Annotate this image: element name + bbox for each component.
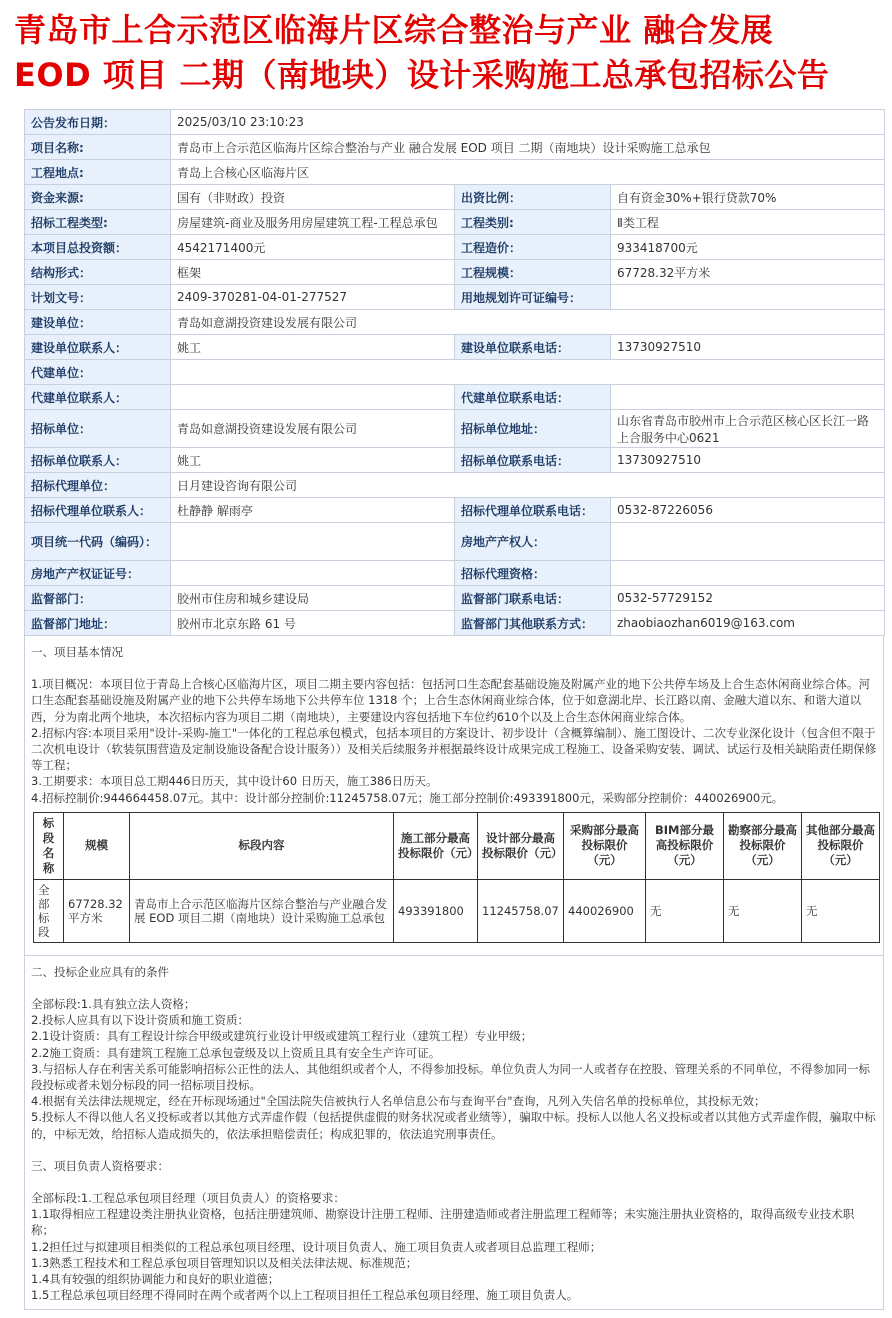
- section-heading: 一、项目基本情况: [31, 645, 123, 659]
- bid-cell: 无: [724, 879, 802, 942]
- bid-cell: 青岛市上合示范区临海片区综合整治与产业融合发展 EOD 项目二期（南地块）设计采购施工总承包: [130, 879, 394, 942]
- bid-header: 规模: [64, 812, 130, 879]
- field-label: 招标代理单位联系人：: [25, 498, 171, 523]
- paragraph: 1.2担任过与拟建项目相类似的工程总承包项目经理、设计项目负责人、施工项目负责人或者项目总监理工程师；: [31, 1239, 602, 1254]
- table-row: [34, 879, 880, 942]
- bid-cell: 493391800: [394, 879, 478, 942]
- field-label: 监督部门其他联系方式：: [455, 611, 611, 636]
- field-label: 工程地点:: [25, 160, 171, 185]
- table-row: [25, 210, 885, 235]
- field-label: 资金来源:: [25, 185, 171, 210]
- table-row: [25, 498, 885, 523]
- field-value: 13730927510: [611, 448, 885, 473]
- field-label: 招标代理资格：: [455, 561, 611, 586]
- field-value: [611, 385, 885, 410]
- field-label: 监督部门地址：: [25, 611, 171, 636]
- paragraph: 全部标段:1.具有独立法人资格；: [31, 997, 196, 1012]
- field-value: 国有（非财政）投资: [171, 185, 455, 210]
- field-label: 监督部门联系电话：: [455, 586, 611, 611]
- field-label: 招标工程类型:: [25, 210, 171, 235]
- paragraph: 3.工期要求：本项目总工期446日历天，其中设计60 日历天，施工386日历天。: [31, 774, 438, 789]
- field-value: 日月建设咨询有限公司: [171, 473, 885, 498]
- field-value: 2409-370281-04-01-277527: [171, 285, 455, 310]
- table-row: [25, 160, 885, 185]
- field-label: 房地产产权人：: [455, 523, 611, 561]
- field-value: 姚工: [171, 448, 455, 473]
- bid-header: 勘察部分最高投标限价（元）: [724, 812, 802, 879]
- paragraph: 1.4具有较强的组织协调能力和良好的职业道德；: [31, 1272, 280, 1287]
- bid-header: 设计部分最高投标限价（元）: [478, 812, 564, 879]
- field-label: 公告发布日期：: [25, 110, 171, 135]
- field-value: 青岛如意湖投资建设发展有限公司: [171, 310, 885, 335]
- field-value: 山东省青岛市胶州市上合示范区核心区长江一路上合服务中心0621: [611, 410, 885, 448]
- field-value: [611, 285, 885, 310]
- paragraph: 1.3熟悉工程技术和工程总承包项目管理知识以及相关法律法规、标准规范；: [31, 1255, 418, 1270]
- notice-body: [24, 109, 884, 1310]
- field-label: 出资比例：: [455, 185, 611, 210]
- field-value: 67728.32平方米: [611, 260, 885, 285]
- field-value: 青岛市上合示范区临海片区综合整治与产业 融合发展 EOD 项目 二期（南地块）设计采购施工总承包: [171, 135, 885, 160]
- table-row: [25, 235, 885, 260]
- field-label: 结构形式：: [25, 260, 171, 285]
- table-row: [25, 185, 885, 210]
- section-heading: 三、项目负责人资格要求：: [31, 1158, 169, 1173]
- title-line-2: EOD 项目 二期（南地块）设计采购施工总承包招标公告: [14, 56, 830, 94]
- table-row: [25, 135, 885, 160]
- bid-cell: 全部标段: [34, 879, 64, 942]
- field-value: 0532-57729152: [611, 586, 885, 611]
- field-label: 监督部门：: [25, 586, 171, 611]
- bidder-requirements-section: [24, 956, 884, 1311]
- field-label: 招标代理单位联系电话：: [455, 498, 611, 523]
- field-value: 框架: [171, 260, 455, 285]
- project-info-table: [24, 109, 885, 636]
- paragraph: 全部标段:1.工程总承包项目经理（项目负责人）的资格要求：: [31, 1191, 345, 1206]
- table-row: [25, 285, 885, 310]
- field-label: 项目名称:: [25, 135, 171, 160]
- field-value: [171, 385, 455, 410]
- notice-title: [14, 8, 892, 98]
- bid-header: BIM部分最高投标限价（元）: [646, 812, 724, 879]
- field-value: [611, 561, 885, 586]
- field-label: 代建单位联系电话：: [455, 385, 611, 410]
- field-value: [171, 561, 455, 586]
- field-value: 13730927510: [611, 335, 885, 360]
- field-value: 0532-87226056: [611, 498, 885, 523]
- table-row: [25, 473, 885, 498]
- field-label: 用地规划许可证编号：: [455, 285, 611, 310]
- table-row: [25, 360, 885, 385]
- paragraph: 1.项目概况：本项目位于青岛上合核心区临海片区，项目二期主要内容包括：包括河口生态配套基础设施及附属产业的地下公共停车场及上合生态休闲商业综合体。河口生态配套基础设施及附属产业的地下公共停车场地下公共停车位 1318 个；上合生态休闲商业综合体，位于如意湖北岸、长江路以南、金融大道以东、和谐大道以西，分为南北两个地块，本次招标内容为项目二期（南地块），主要建设内容包括地下车位约610个以及上合生态休闲商业综合体。: [31, 677, 870, 724]
- field-label: 工程规模：: [455, 260, 611, 285]
- field-value: 胶州市北京东路 61 号: [171, 611, 455, 636]
- table-row: [25, 385, 885, 410]
- paragraph: 3.与招标人存在利害关系可能影响招标公正性的法人、其他组织或者个人，不得参加投标。单位负责人为同一人或者存在控股、管理关系的不同单位，不得参加同一标段投标或者未划分标段的同一招标项目投标。: [31, 1061, 870, 1093]
- paragraph: 1.1取得相应工程建设类注册执业资格，包括注册建筑师、勘察设计注册工程师、注册建造师或者注册监理工程师等；未实施注册执业资格的，取得高级专业技术职称；: [31, 1207, 855, 1238]
- field-value: 933418700元: [611, 235, 885, 260]
- bid-header: 标段名称: [34, 812, 64, 879]
- field-label: 代建单位：: [25, 360, 171, 385]
- field-value: 姚工: [171, 335, 455, 360]
- field-label: 建设单位联系电话：: [455, 335, 611, 360]
- field-label: 招标单位联系电话：: [455, 448, 611, 473]
- field-label: 工程类别:: [455, 210, 611, 235]
- title-line-1: 青岛市上合示范区临海片区综合整治与产业 融合发展: [14, 11, 774, 49]
- field-label: 工程造价：: [455, 235, 611, 260]
- table-row: [25, 410, 885, 448]
- field-value: Ⅱ类工程: [611, 210, 885, 235]
- field-value: 青岛如意湖投资建设发展有限公司: [171, 410, 455, 448]
- bid-cell: 无: [802, 879, 880, 942]
- bid-cell: 440026900: [564, 879, 646, 942]
- field-label: 建设单位：: [25, 310, 171, 335]
- table-row: [25, 110, 885, 135]
- table-row: [25, 586, 885, 611]
- section-heading: 二、投标企业应具有的条件: [31, 964, 169, 979]
- field-value: 胶州市住房和城乡建设局: [171, 586, 455, 611]
- field-label: 建设单位联系人：: [25, 335, 171, 360]
- table-row: [25, 561, 885, 586]
- project-basic-section: [24, 636, 884, 956]
- table-row: [25, 260, 885, 285]
- field-label: 本项目总投资额：: [25, 235, 171, 260]
- field-value: [171, 523, 455, 561]
- bid-header: 采购部分最高投标限价（元）: [564, 812, 646, 879]
- field-value: [171, 360, 885, 385]
- paragraph: 2.2施工资质：具有建筑工程施工总承包壹级及以上资质且具有安全生产许可证。: [31, 1045, 441, 1060]
- field-label: 项目统一代码（编码）：: [25, 523, 171, 561]
- field-value: 4542171400元: [171, 235, 455, 260]
- table-row: [25, 335, 885, 360]
- bid-header: 标段内容: [130, 812, 394, 879]
- bid-cell: 67728.32平方米: [64, 879, 130, 942]
- bid-section-table: [33, 812, 880, 943]
- bid-cell: 11245758.07: [478, 879, 564, 942]
- field-label: 代建单位联系人：: [25, 385, 171, 410]
- field-value: 杜静静 解雨亭: [171, 498, 455, 523]
- field-value: zhaobiaozhan6019@163.com: [611, 611, 885, 636]
- paragraph: 4.招标控制价:944664458.07元。其中：设计部分控制价:11245758.07元；施工部分控制价:493391800元，采购部分控制价：440026900元。: [31, 790, 784, 805]
- field-label: 招标代理单位：: [25, 473, 171, 498]
- field-value: 自有资金30%+银行贷款70%: [611, 185, 885, 210]
- field-value: 2025/03/10 23:10:23: [171, 110, 885, 135]
- field-value: 青岛上合核心区临海片区: [171, 160, 885, 185]
- bid-cell: 无: [646, 879, 724, 942]
- bid-header: 其他部分最高投标限价（元）: [802, 812, 880, 879]
- paragraph: 4.根据有关法律法规规定，经在开标现场通过"全国法院失信被执行人名单信息公布与查询平台"查询，凡列入失信名单的投标单位，其投标无效；: [31, 1094, 766, 1109]
- table-row: [25, 448, 885, 473]
- paragraph: 2.招标内容:本项目采用"设计-采购-施工"一体化的工程总承包模式，包括本项目的方案设计、初步设计（含概算编制）、施工图设计、二次专业深化设计（包含但不限于二次机电设计（软装氛围营造及定制设施设备配合设计服务））及相关后续服务并根据最终设计成果完成工程施工、设备采购安装、调试、试运行及相关缺陷责任期保修等工程；: [31, 725, 877, 773]
- paragraph: 2.1设计资质：具有工程设计综合甲级或建筑行业设计甲级或建筑工程行业（建筑工程）专业甲级；: [31, 1029, 533, 1044]
- field-value: 房屋建筑-商业及服务用房屋建筑工程-工程总承包: [171, 210, 455, 235]
- field-label: 房地产产权证证号：: [25, 561, 171, 586]
- field-label: 计划文号：: [25, 285, 171, 310]
- paragraph: 1.5工程总承包项目经理不得同时在两个或者两个以上工程项目担任工程总承包项目经理、施工项目负责人。: [31, 1288, 579, 1303]
- table-row: [25, 310, 885, 335]
- field-label: 招标单位地址：: [455, 410, 611, 448]
- paragraph: 5.投标人不得以他人名义投标或者以其他方式弄虚作假（包括提供虚假的财务状况或者业绩等），骗取中标。投标人以他人名义投标或者以其他方式弄虚作假，骗取中标的，中标无效，给招标人造成损失的，依法承担赔偿责任；构成犯罪的，依法追究刑事责任。: [31, 1110, 876, 1141]
- bid-header: 施工部分最高投标限价（元）: [394, 812, 478, 879]
- paragraph: 2.投标人应具有以下设计资质和施工资质：: [31, 1013, 249, 1028]
- table-row: [25, 523, 885, 561]
- field-value: [611, 523, 885, 561]
- field-label: 招标单位联系人：: [25, 448, 171, 473]
- table-row: [25, 611, 885, 636]
- field-label: 招标单位：: [25, 410, 171, 448]
